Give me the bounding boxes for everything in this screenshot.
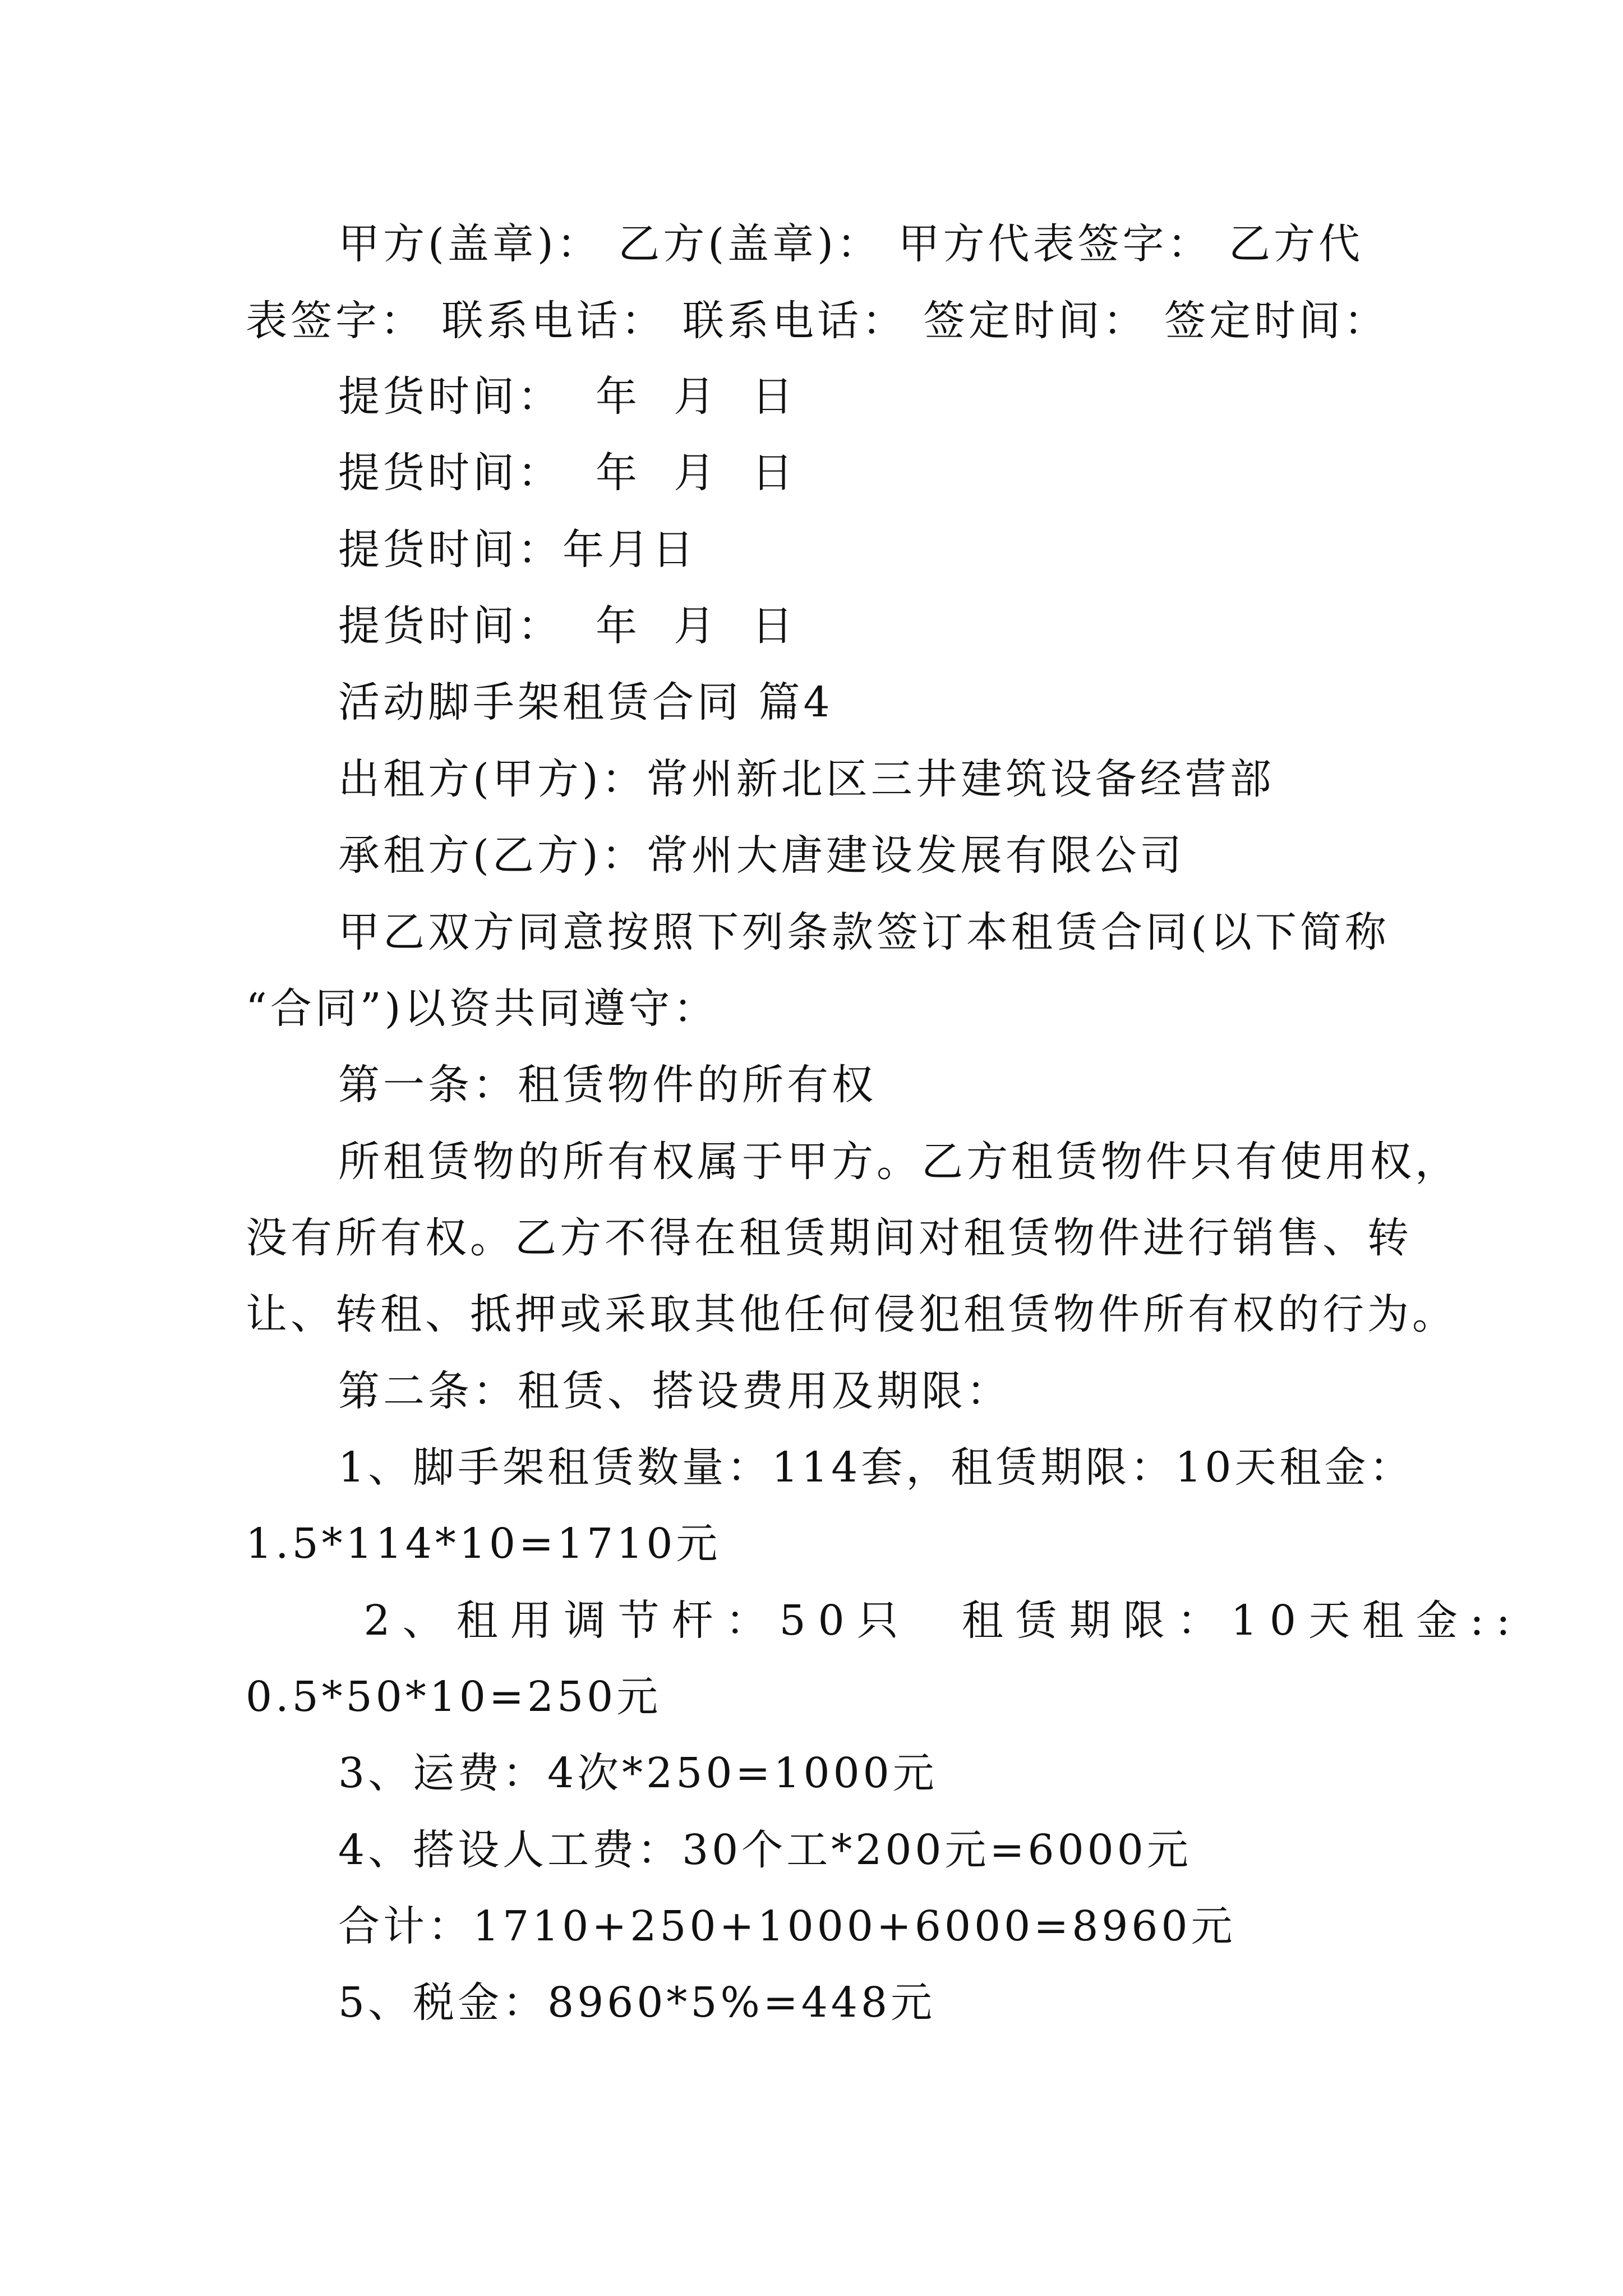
fee-total-line: 合计：1710+250+1000+6000=8960元 xyxy=(338,1902,1236,1950)
signature-block-line-2: 表签字： 联系电话： 联系电话： 签定时间： 签定时间： xyxy=(246,297,1389,345)
lessor-line: 出租方(甲方)：常州新北区三井建筑设备经营部 xyxy=(338,755,1275,803)
pickup-time-line: 提货时间： 年 月 日 xyxy=(338,449,797,497)
fee-item-line: 3、运费：4次*250=1000元 xyxy=(338,1749,938,1797)
fee-item-line: 0.5*50*10=250元 xyxy=(246,1673,662,1721)
tax-line: 5、税金：8960*5%=448元 xyxy=(338,1978,936,2027)
article-heading: 第二条：租赁、搭设费用及期限： xyxy=(338,1367,1011,1415)
pickup-time-line: 提货时间： 年 月 日 xyxy=(338,372,797,421)
paragraph-line: “合同”)以资共同遵守： xyxy=(246,984,718,1033)
article-heading: 第一条：租赁物件的所有权 xyxy=(338,1061,877,1109)
fee-item-line: 4、搭设人工费：30个工*200元=6000元 xyxy=(338,1826,1192,1874)
lessee-line: 承租方(乙方)：常州大唐建设发展有限公司 xyxy=(338,831,1185,880)
fee-item-line: 1、脚手架租赁数量：114套，租赁期限：10天租金： xyxy=(338,1443,1414,1492)
paragraph-line: 没有所有权。乙方不得在租赁期间对租赁物件进行销售、转 xyxy=(246,1214,1412,1262)
section-heading: 活动脚手架租赁合同 篇4 xyxy=(338,678,833,726)
pickup-time-line: 提货时间： 年 月 日 xyxy=(338,602,797,650)
fee-item-line: 1.5*114*10=1710元 xyxy=(246,1520,721,1568)
paragraph-line: 甲乙双方同意按照下列条款签订本租赁合同(以下简称 xyxy=(338,908,1390,956)
fee-item-line: 2、租用调节杆：50只 租赁期限：10天租金:: xyxy=(338,1596,1523,1645)
pickup-time-line: 提货时间：年月日 xyxy=(338,526,697,574)
paragraph-line: 所租赁物的所有权属于甲方。乙方租赁物件只有使用权， xyxy=(338,1138,1460,1186)
signature-block-line-1: 甲方(盖章)： 乙方(盖章)： 甲方代表签字： 乙方代 xyxy=(338,220,1364,268)
paragraph-line: 让、转租、抵押或采取其他任何侵犯租赁物件所有权的行为。 xyxy=(246,1290,1457,1338)
